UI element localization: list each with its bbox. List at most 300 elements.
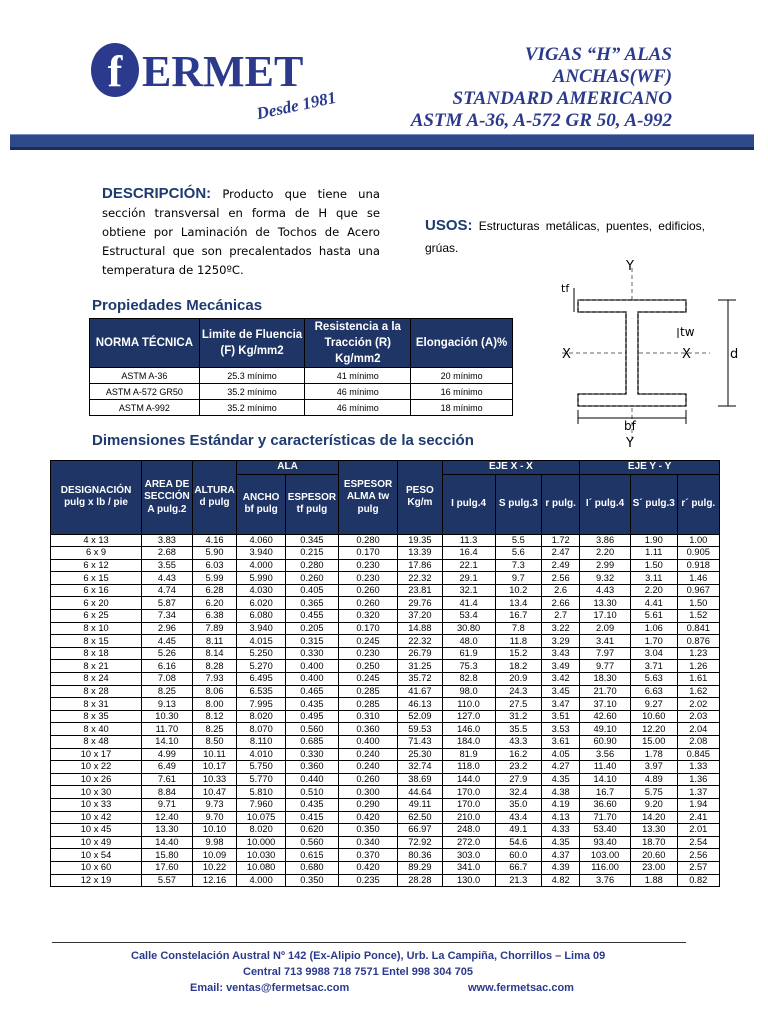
table-cell: 2.99 (580, 559, 631, 572)
table-cell: 15.80 (142, 849, 193, 862)
table-cell: 4.16 (192, 534, 236, 547)
table-cell: 23.00 (630, 861, 677, 874)
table-cell: 4.13 (542, 811, 580, 824)
product-title (411, 44, 672, 132)
table-cell: 7.34 (142, 610, 193, 623)
table-cell: 10.30 (142, 710, 193, 723)
table-cell: 48.0 (442, 635, 495, 648)
diagram-label-tf: tf (561, 282, 570, 295)
table-cell: 4.35 (542, 836, 580, 849)
table-cell: 5.90 (192, 547, 236, 560)
table-cell: 18.30 (580, 673, 631, 686)
table-cell: 1.23 (677, 647, 719, 660)
logo-tagline: Desde 1981 (254, 87, 338, 124)
dimension-row (51, 849, 720, 862)
table-cell: 5.63 (630, 673, 677, 686)
table-cell: 29.76 (398, 597, 442, 610)
table-cell: 10 x 49 (51, 836, 142, 849)
table-cell: 6.63 (630, 685, 677, 698)
dimension-row (51, 610, 720, 623)
table-cell: 12.16 (192, 874, 236, 887)
table-cell: 43.3 (495, 736, 542, 749)
table-cell: 6.20 (192, 597, 236, 610)
mechanical-properties-title: Propiedades Mecánicas (92, 297, 263, 314)
table-cell: 41 mínimo (305, 368, 411, 384)
table-cell: 5.87 (142, 597, 193, 610)
table-cell: 7.97 (580, 647, 631, 660)
dims-header-peso: PESO Kg/m (398, 461, 442, 535)
table-cell: 0.260 (338, 773, 397, 786)
footer-website[interactable]: www.fermetsac.com (468, 982, 574, 994)
table-cell: 0.215 (285, 547, 338, 560)
table-cell: 0.845 (677, 748, 719, 761)
table-cell: 41.67 (398, 685, 442, 698)
table-cell: 10 x 33 (51, 798, 142, 811)
table-cell: 0.82 (677, 874, 719, 887)
table-cell: 4.99 (142, 748, 193, 761)
dimension-row (51, 698, 720, 711)
table-cell: 3.11 (630, 572, 677, 585)
dims-header-rx: r pulg. (542, 474, 580, 534)
table-cell: 0.320 (338, 610, 397, 623)
table-cell: 0.260 (338, 597, 397, 610)
table-cell: 5.250 (237, 647, 286, 660)
table-cell: 1.62 (677, 685, 719, 698)
table-cell: 43.4 (495, 811, 542, 824)
table-cell: 6 x 16 (51, 584, 142, 597)
mechanical-row (90, 400, 513, 416)
dimension-row (51, 736, 720, 749)
title-line-3: STANDARD AMERICANO (452, 88, 672, 109)
table-cell: 5.990 (237, 572, 286, 585)
table-cell: 2.54 (677, 836, 719, 849)
title-line-2: ANCHAS(WF) (552, 66, 672, 87)
mech-header-elongacion: Elongación (A)% (411, 319, 513, 368)
table-cell: 9.73 (192, 798, 236, 811)
dims-header-eje-y: EJE Y - Y (580, 461, 720, 475)
table-cell: 49.10 (580, 723, 631, 736)
table-cell: 6 x 25 (51, 610, 142, 623)
dims-header-designacion: DESIGNACIÓN pulg x lb / pie (51, 461, 142, 535)
h-beam-section-diagram (560, 258, 745, 448)
table-cell: 4.38 (542, 786, 580, 799)
table-cell: 3.86 (580, 534, 631, 547)
table-cell: 0.560 (285, 836, 338, 849)
table-cell: 10.11 (192, 748, 236, 761)
description-heading: DESCRIPCIÓN: (102, 185, 212, 202)
table-cell: 2.03 (677, 710, 719, 723)
table-cell: 53.40 (580, 824, 631, 837)
table-cell: 10 x 22 (51, 761, 142, 774)
table-cell: 8.110 (237, 736, 286, 749)
table-cell: 1.50 (630, 559, 677, 572)
table-cell: 6.38 (192, 610, 236, 623)
table-cell: 2.96 (142, 622, 193, 635)
table-cell: 10.33 (192, 773, 236, 786)
table-cell: 1.90 (630, 534, 677, 547)
table-cell: 4.39 (542, 861, 580, 874)
table-cell: 10.22 (192, 861, 236, 874)
mechanical-row (90, 368, 513, 384)
table-cell: 8 x 15 (51, 635, 142, 648)
table-cell: 6.16 (142, 660, 193, 673)
table-cell: 22.32 (398, 572, 442, 585)
table-cell: 0.230 (338, 559, 397, 572)
dims-header-ry: r´ pulg. (677, 474, 719, 534)
table-cell: 0.300 (338, 786, 397, 799)
table-cell: 0.350 (285, 874, 338, 887)
table-cell: 3.97 (630, 761, 677, 774)
dimension-row (51, 660, 720, 673)
table-cell: 0.360 (285, 761, 338, 774)
table-cell: 9.71 (142, 798, 193, 811)
table-cell: 0.435 (285, 698, 338, 711)
table-cell: 9.20 (630, 798, 677, 811)
table-cell: 10 x 26 (51, 773, 142, 786)
table-cell: 27.5 (495, 698, 542, 711)
table-cell: 46 mínimo (305, 400, 411, 416)
table-cell: 0.230 (338, 647, 397, 660)
table-cell: 9.77 (580, 660, 631, 673)
table-cell: 1.72 (542, 534, 580, 547)
logo-icon (88, 40, 348, 100)
dimension-row (51, 786, 720, 799)
table-cell: 14.20 (630, 811, 677, 824)
table-cell: ASTM A-992 (90, 400, 200, 416)
table-cell: 0.310 (338, 710, 397, 723)
footer-phones: Central 713 9988 718 7571 Entel 998 304 705 (243, 966, 473, 978)
table-cell: 2.6 (542, 584, 580, 597)
dimension-row (51, 874, 720, 887)
table-cell: 4.43 (142, 572, 193, 585)
table-cell: 0.340 (338, 836, 397, 849)
table-cell: 4.89 (630, 773, 677, 786)
table-cell: 22.32 (398, 635, 442, 648)
dimension-row (51, 710, 720, 723)
table-cell: 4.010 (237, 748, 286, 761)
footer-email[interactable]: Email: ventas@fermetsac.com (190, 982, 350, 994)
table-cell: 2.04 (677, 723, 719, 736)
dims-header-espesor-alma: ESPESOR ALMA tw pulg (338, 461, 397, 535)
table-cell: 18.70 (630, 836, 677, 849)
table-cell: 19.35 (398, 534, 442, 547)
table-cell: 130.0 (442, 874, 495, 887)
table-cell: 10 x 17 (51, 748, 142, 761)
description-section (102, 184, 380, 280)
table-cell: 6.49 (142, 761, 193, 774)
table-cell: 4.000 (237, 874, 286, 887)
table-cell: 3.43 (542, 647, 580, 660)
table-cell: 15.2 (495, 647, 542, 660)
table-cell: 0.370 (338, 849, 397, 862)
table-cell: 5.75 (630, 786, 677, 799)
company-logo (88, 40, 348, 130)
dims-header-espesor-ala: ESPESOR tf pulg (285, 474, 338, 534)
table-cell: 60.0 (495, 849, 542, 862)
table-cell: 0.400 (285, 673, 338, 686)
table-cell: 3.42 (542, 673, 580, 686)
diagram-label-tw: tw (680, 325, 695, 339)
table-cell: 89.29 (398, 861, 442, 874)
table-cell: 210.0 (442, 811, 495, 824)
table-cell: 2.56 (542, 572, 580, 585)
table-cell: 8.28 (192, 660, 236, 673)
table-cell: 3.61 (542, 736, 580, 749)
table-cell: 2.56 (677, 849, 719, 862)
table-cell: 8.070 (237, 723, 286, 736)
table-cell: 37.10 (580, 698, 631, 711)
table-cell: 8.25 (142, 685, 193, 698)
table-cell: 3.940 (237, 622, 286, 635)
table-cell: 0.230 (338, 572, 397, 585)
table-cell: 0.260 (285, 572, 338, 585)
table-cell: 16.7 (580, 786, 631, 799)
table-cell: 4.43 (580, 584, 631, 597)
table-cell: 93.40 (580, 836, 631, 849)
dimension-row (51, 584, 720, 597)
table-cell: 3.53 (542, 723, 580, 736)
dims-header-row-1 (51, 461, 720, 475)
table-cell: 0.510 (285, 786, 338, 799)
table-cell: 38.69 (398, 773, 442, 786)
table-cell: 0.615 (285, 849, 338, 862)
table-cell: 0.240 (338, 748, 397, 761)
table-cell: 7.08 (142, 673, 193, 686)
table-cell: 8 x 48 (51, 736, 142, 749)
table-cell: 6.03 (192, 559, 236, 572)
dimension-row (51, 534, 720, 547)
table-cell: 11.8 (495, 635, 542, 648)
table-cell: 5.6 (495, 547, 542, 560)
table-cell: 8.12 (192, 710, 236, 723)
table-cell: 20 mínimo (411, 368, 513, 384)
table-cell: 0.170 (338, 547, 397, 560)
table-cell: 7.89 (192, 622, 236, 635)
table-cell: 35.0 (495, 798, 542, 811)
table-cell: 8 x 10 (51, 622, 142, 635)
table-cell: 1.00 (677, 534, 719, 547)
table-cell: 5.99 (192, 572, 236, 585)
table-cell: 25.3 mínimo (199, 368, 305, 384)
diagram-label-x-left: X (562, 347, 571, 362)
table-cell: 7.61 (142, 773, 193, 786)
table-cell: 66.97 (398, 824, 442, 837)
table-cell: 35.5 (495, 723, 542, 736)
table-cell: 170.0 (442, 786, 495, 799)
table-cell: 0.170 (338, 622, 397, 635)
title-line-1: VIGAS “H” ALAS (524, 44, 672, 65)
table-cell: 30.80 (442, 622, 495, 635)
table-cell: 170.0 (442, 798, 495, 811)
table-cell: 0.235 (338, 874, 397, 887)
table-cell: 2.68 (142, 547, 193, 560)
table-cell: 29.1 (442, 572, 495, 585)
table-cell: 2.01 (677, 824, 719, 837)
table-cell: 3.83 (142, 534, 193, 547)
table-cell: 32.1 (442, 584, 495, 597)
table-cell: 1.06 (630, 622, 677, 635)
svg-text:ERMET: ERMET (142, 47, 304, 96)
table-cell: 3.56 (580, 748, 631, 761)
table-cell: 1.33 (677, 761, 719, 774)
table-cell: 8 x 21 (51, 660, 142, 673)
dims-header-area: AREA DE SECCIÓN A pulg.2 (142, 461, 193, 535)
table-cell: 0.315 (285, 635, 338, 648)
table-cell: 8.11 (192, 635, 236, 648)
table-cell: 3.55 (142, 559, 193, 572)
table-cell: 5.770 (237, 773, 286, 786)
table-cell: 5.810 (237, 786, 286, 799)
table-cell: 1.11 (630, 547, 677, 560)
dims-header-ancho: ANCHO bf pulg (237, 474, 286, 534)
table-cell: 46 mínimo (305, 384, 411, 400)
diagram-label-bf: bf (624, 419, 636, 433)
dimension-row (51, 597, 720, 610)
table-cell: 0.420 (338, 811, 397, 824)
table-cell: 4 x 13 (51, 534, 142, 547)
table-cell: 0.465 (285, 685, 338, 698)
table-cell: 6 x 9 (51, 547, 142, 560)
table-cell: 303.0 (442, 849, 495, 862)
table-cell: 0.330 (285, 748, 338, 761)
table-cell: 8 x 18 (51, 647, 142, 660)
table-cell: 1.61 (677, 673, 719, 686)
dimension-row (51, 622, 720, 635)
table-cell: 4.45 (142, 635, 193, 648)
table-cell: 1.37 (677, 786, 719, 799)
table-cell: 0.495 (285, 710, 338, 723)
table-cell: 72.92 (398, 836, 442, 849)
footer-address: Calle Constelación Austral Nº 142 (Ex-Alipio Ponce), Urb. La Campiña, Chorrillos – Lima 09 (131, 950, 606, 962)
table-cell: 10.47 (192, 786, 236, 799)
dimension-row (51, 673, 720, 686)
table-cell: 7.8 (495, 622, 542, 635)
table-cell: 14.88 (398, 622, 442, 635)
table-cell: 10 x 54 (51, 849, 142, 862)
table-cell: 18 mínimo (411, 400, 513, 416)
diagram-label-y-top: Y (626, 259, 634, 274)
table-cell: 4.37 (542, 849, 580, 862)
table-cell: 0.240 (338, 761, 397, 774)
table-cell: 3.47 (542, 698, 580, 711)
table-cell: 184.0 (442, 736, 495, 749)
dimension-row (51, 824, 720, 837)
table-cell: 7.960 (237, 798, 286, 811)
table-cell: 1.26 (677, 660, 719, 673)
table-cell: 16.7 (495, 610, 542, 623)
dims-header-sy: S´ pulg.3 (630, 474, 677, 534)
table-cell: 17.86 (398, 559, 442, 572)
table-cell: 0.918 (677, 559, 719, 572)
diagram-label-x-right: X (682, 347, 691, 362)
table-cell: 9.98 (192, 836, 236, 849)
table-cell: 9.32 (580, 572, 631, 585)
table-cell: 36.60 (580, 798, 631, 811)
dimension-row (51, 685, 720, 698)
table-cell: 11.3 (442, 534, 495, 547)
table-cell: 52.09 (398, 710, 442, 723)
table-cell: 110.0 (442, 698, 495, 711)
table-cell: 12.40 (142, 811, 193, 824)
table-cell: 2.57 (677, 861, 719, 874)
table-cell: 5.61 (630, 610, 677, 623)
table-cell: 8.00 (192, 698, 236, 711)
table-cell: 0.345 (285, 534, 338, 547)
table-cell: 24.3 (495, 685, 542, 698)
table-cell: 3.940 (237, 547, 286, 560)
table-cell: 0.967 (677, 584, 719, 597)
dimension-row (51, 798, 720, 811)
table-cell: 59.53 (398, 723, 442, 736)
table-cell: 6 x 12 (51, 559, 142, 572)
table-cell: 13.30 (580, 597, 631, 610)
table-cell: 8 x 40 (51, 723, 142, 736)
table-cell: 0.685 (285, 736, 338, 749)
table-cell: 0.280 (338, 534, 397, 547)
table-cell: 6.535 (237, 685, 286, 698)
table-cell: 0.876 (677, 635, 719, 648)
dims-header-sx: S pulg.3 (495, 474, 542, 534)
title-line-4: ASTM A-36, A-572 GR 50, A-992 (410, 110, 672, 131)
table-cell: 1.50 (677, 597, 719, 610)
table-cell: 10.080 (237, 861, 286, 874)
table-cell: ASTM A-572 GR50 (90, 384, 200, 400)
table-cell: 41.4 (442, 597, 495, 610)
table-cell: 54.6 (495, 836, 542, 849)
table-cell: 35.2 mínimo (199, 400, 305, 416)
table-cell: 8.020 (237, 710, 286, 723)
dims-header-altura: ALTURA d pulg (192, 461, 236, 535)
table-cell: 0.435 (285, 798, 338, 811)
table-cell: 6.020 (237, 597, 286, 610)
dimension-row (51, 761, 720, 774)
table-cell: 6 x 15 (51, 572, 142, 585)
table-cell: 0.400 (285, 660, 338, 673)
table-cell: 21.70 (580, 685, 631, 698)
dimension-row (51, 773, 720, 786)
table-cell: 26.79 (398, 647, 442, 660)
table-cell: 98.0 (442, 685, 495, 698)
table-cell: 4.33 (542, 824, 580, 837)
dimension-row (51, 559, 720, 572)
table-cell: 16.2 (495, 748, 542, 761)
table-cell: 71.70 (580, 811, 631, 824)
table-cell: 1.78 (630, 748, 677, 761)
table-cell: 0.350 (338, 824, 397, 837)
table-cell: 80.36 (398, 849, 442, 862)
table-cell: 0.245 (338, 635, 397, 648)
table-cell: 17.60 (142, 861, 193, 874)
table-cell: 5.57 (142, 874, 193, 887)
table-cell: 15.00 (630, 736, 677, 749)
table-cell: 21.3 (495, 874, 542, 887)
header-divider-bar (10, 134, 754, 150)
table-cell: 3.76 (580, 874, 631, 887)
table-cell: 14.10 (580, 773, 631, 786)
footer-divider (52, 942, 686, 943)
table-cell: 1.94 (677, 798, 719, 811)
table-cell: 32.4 (495, 786, 542, 799)
dims-header-ix: I pulg.4 (442, 474, 495, 534)
table-cell: 116.00 (580, 861, 631, 874)
table-cell: 10 x 42 (51, 811, 142, 824)
table-cell: 0.405 (285, 584, 338, 597)
table-cell: 3.49 (542, 660, 580, 673)
table-cell: 0.455 (285, 610, 338, 623)
table-cell: 9.7 (495, 572, 542, 585)
table-cell: 6 x 20 (51, 597, 142, 610)
table-cell: 0.620 (285, 824, 338, 837)
